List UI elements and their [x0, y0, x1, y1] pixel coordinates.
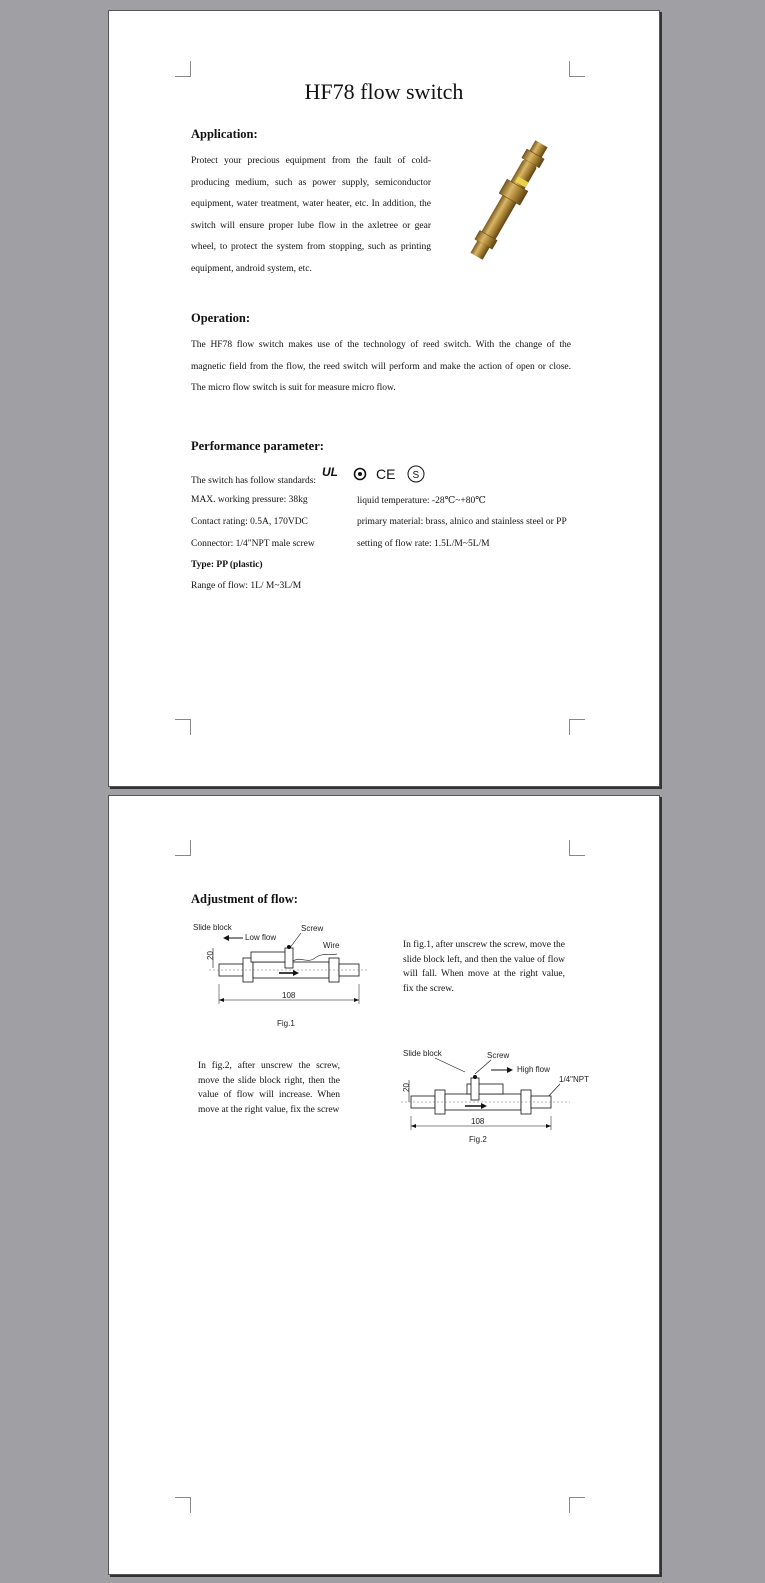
operation-heading: Operation:: [191, 311, 251, 325]
type-label: Type: PP (plastic): [191, 560, 263, 570]
liquid-temperature: liquid temperature: -28℃~+80℃: [357, 496, 486, 506]
corner-mark: [569, 1497, 585, 1513]
fig2-description: In fig.2, after unscrew the screw, move the slide block right, then the value of flow will increase. When move at the right value, fix the screw: [198, 1061, 340, 1115]
product-photo: [449, 133, 569, 268]
document-page-1: [108, 10, 660, 787]
document-page-2: [108, 795, 660, 1575]
corner-mark: [175, 840, 191, 856]
fig1-slide-block: [251, 952, 287, 962]
fig2-high-flow-label: High flow: [517, 1065, 550, 1074]
fig1-screw-label: Screw: [301, 924, 324, 933]
fig1-slide-block-label: Slide block: [193, 923, 232, 932]
fig2-npt-label: 1/4"NPT: [559, 1075, 589, 1084]
corner-mark: [569, 61, 585, 77]
fig1-wire-label: Wire: [323, 941, 340, 950]
s-mark: S: [412, 470, 420, 481]
application-text: Protect your precious equipment from the fault of cold-producing medium, such as power supply, semiconductor equipment, water treatment, water heater, etc. In addition, the switch will ensure proper lube flow in the axletree or gear wheel, to protect the system from stopping, such as printing equipment, android system, etc.: [191, 156, 431, 274]
fig1-height-dim: 20: [206, 951, 215, 960]
figure-1-diagram: [189, 916, 374, 1036]
fig2-height-dim: 20: [402, 1083, 411, 1092]
fig2-length-dim: 108: [471, 1117, 485, 1126]
fig2-screw-label: Screw: [487, 1051, 510, 1060]
fig2-slide-block-label: Slide block: [403, 1049, 442, 1058]
figure-2-diagram: [395, 1046, 595, 1151]
document-title: HF78 flow switch: [304, 79, 464, 104]
certification-marks: [322, 462, 427, 484]
corner-mark: [175, 719, 191, 735]
fig2-caption: Fig.2: [469, 1135, 487, 1144]
corner-mark: [175, 61, 191, 77]
max-pressure: MAX. working pressure: 38kg: [191, 495, 308, 505]
ul-mark: UL: [322, 465, 338, 479]
fig1-description: In fig.1, after unscrew the screw, move the slide block left, and then the value of flow will fall. When move at the right value, fix the screw.: [403, 940, 565, 994]
fig1-caption: Fig.1: [277, 1019, 295, 1028]
flow-rate-setting: setting of flow rate: 1.5L/M~5L/M: [357, 539, 490, 549]
fig1-low-flow-label: Low flow: [245, 933, 277, 942]
contact-rating: Contact rating: 0.5A, 170VDC: [191, 517, 308, 527]
high-flow-arrow-icon: [507, 1067, 513, 1073]
adjustment-heading: Adjustment of flow:: [191, 892, 298, 906]
ce-mark: CE: [376, 466, 396, 482]
operation-text: The HF78 flow switch makes use of the technology of reed switch. With the change of the magnetic field from the flow, the reed switch will perform and make the action of open or close. The micro flow switch is suit for measure micro flow.: [191, 340, 571, 393]
application-heading: Application:: [191, 127, 258, 141]
standards-label: The switch has follow standards:: [191, 476, 317, 486]
fig1-length-dim: 108: [282, 991, 296, 1000]
primary-material: primary material: brass, alnico and stainless steel or PP: [357, 517, 567, 527]
performance-heading: Performance parameter:: [191, 439, 324, 453]
corner-mark: [569, 840, 585, 856]
low-flow-arrow-icon: [223, 935, 229, 941]
connector: Connector: 1/4"NPT male screw: [191, 539, 315, 549]
corner-mark: [569, 719, 585, 735]
corner-mark: [175, 1497, 191, 1513]
flow-range: Range of flow: 1L/ M~3L/M: [191, 581, 302, 591]
